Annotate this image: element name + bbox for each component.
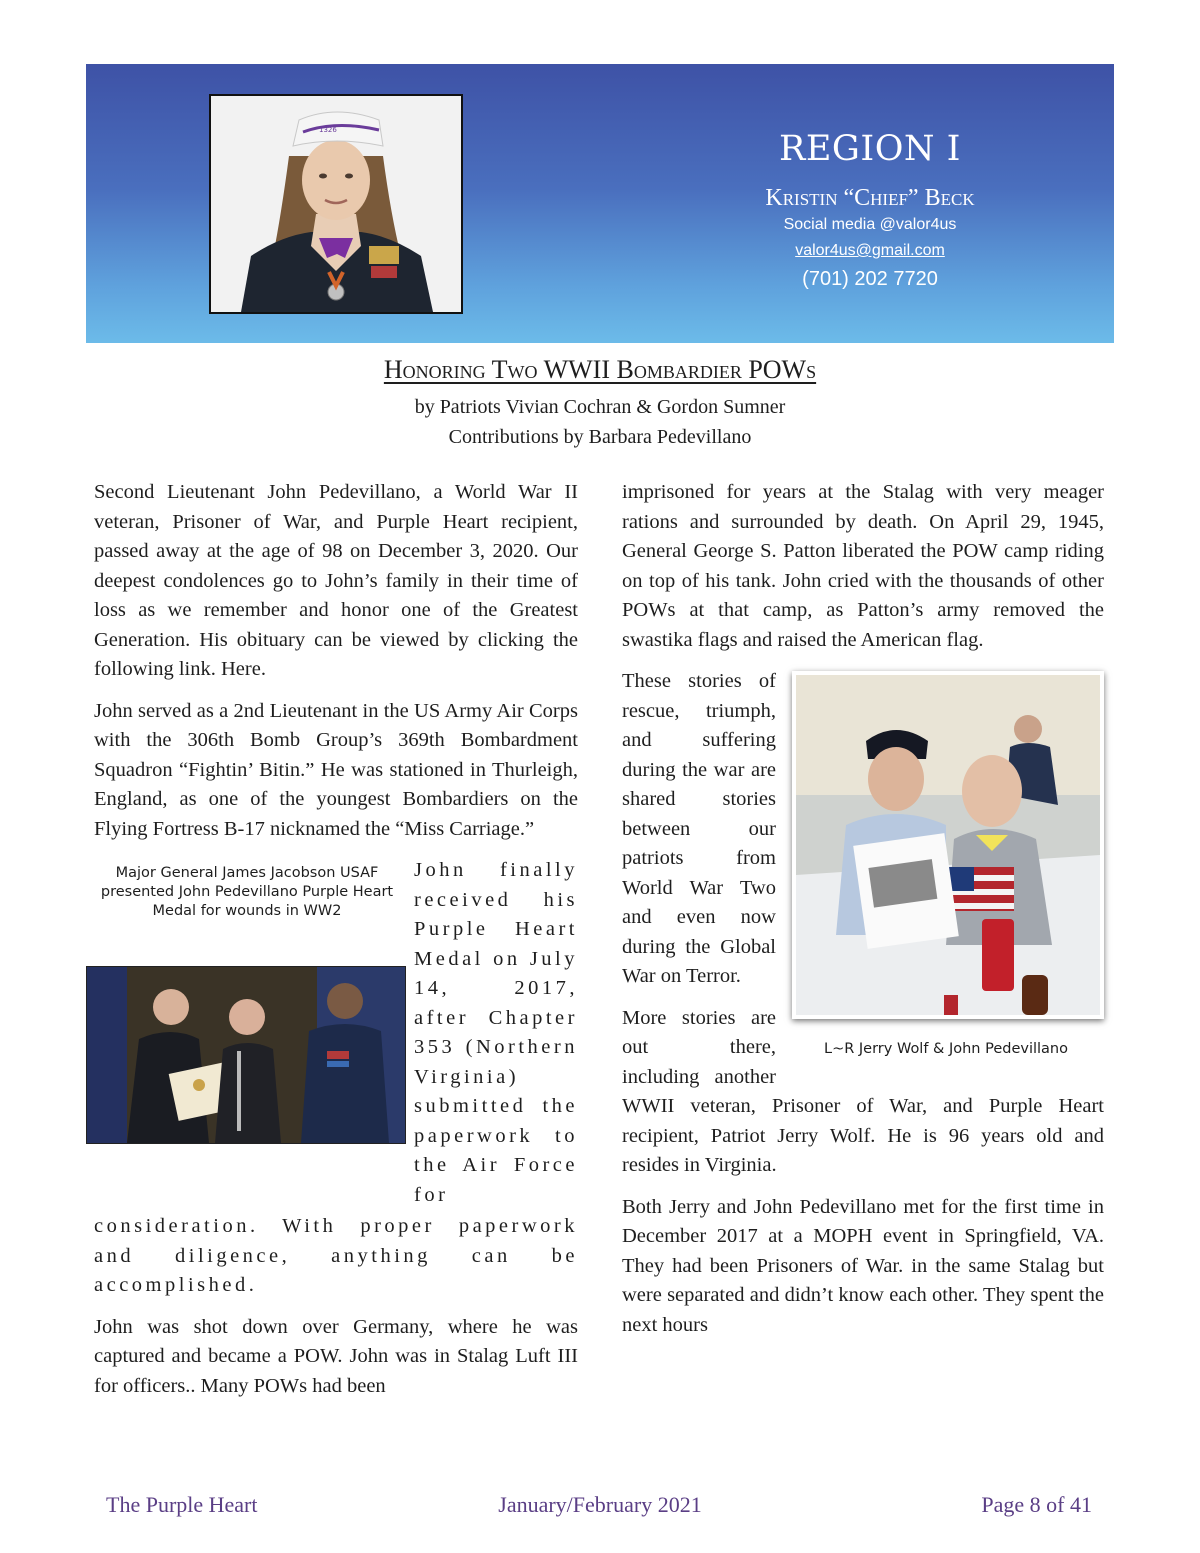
portrait-illustration <box>211 96 461 312</box>
footer-issue: January/February 2021 <box>498 1492 702 1517</box>
veterans-photo <box>792 671 1104 1019</box>
award-photo-caption: Major General James Jacobson USAF presented John Pedevillano Purple Heart Medal for wounds in WW2 <box>100 865 394 919</box>
cap-number: 1326 <box>319 126 337 134</box>
paragraph-liberation: imprisoned for years at the Stalag with very meager rations and surrounded by death. On April 29, 1945, General George S. Patton liberated the POW camp riding on top of his tank. John cried with the thousands of other POWs at that camp, as Patton’s army removed the swastika flags and raised the American flag. <box>622 481 1104 651</box>
paragraph-purple-heart-text: John finally received his Purple Heart Medal on July 14, 2017, after Chapter 353 (Northern Virginia) submitted the paperwork to the Air Force for consideration. With proper paperwork and diligence, anything can be accomplished. <box>94 859 578 1296</box>
portrait-photo <box>209 94 463 314</box>
veterans-figure <box>788 671 1104 1083</box>
award-ceremony-illustration <box>87 967 405 1143</box>
article-title: Honoring Two WWII Bombardier POWs <box>383 355 817 384</box>
region-title: REGION I <box>779 129 961 169</box>
left-column <box>94 478 578 1413</box>
phone-number: (701) 202 7720 <box>802 268 938 290</box>
leader-name: Kristin “Chief” Beck <box>765 185 975 211</box>
paragraph-stories: These stories of rescue, triumph, and suffering during the war are shared stories between our patriots from World War Two and even now during the Global War on Terror. <box>622 670 776 987</box>
veterans-photo-caption: L~R Jerry Wolf & John Pedevillano <box>823 1041 1068 1057</box>
paragraph-meeting: Both Jerry and John Pedevillano met for the first time in December 2017 at a MOPH event in Springfield, VA. They had been Prisoners of War. in the same Stalag but were separated and didn’t know each other. They spent the next hours <box>622 1195 1104 1336</box>
region-contact-block <box>690 120 1050 292</box>
paragraph-obituary: Second Lieutenant John Pedevillano, a World War II veteran, Prisoner of War, and Purple Heart recipient, passed away at the age of 98 on December 3, 2020. Our deepest condolences go to John’s family in their time of loss as we remember and honor one of the Greatest Generation. His obituary can be viewed by clicking the following link. Here. <box>94 481 578 680</box>
email-link[interactable]: valor4us@gmail.com <box>795 242 945 259</box>
contributions: Contributions by Barbara Pedevillano <box>448 426 752 448</box>
footer-page-number: Page 8 of 41 <box>981 1492 1092 1517</box>
article-byline <box>0 392 1200 452</box>
paragraph-service: John served as a 2nd Lieutenant in the US Army Air Corps with the 306th Bomb Group’s 369th Bombardment Squadron “Fightin’ Bitin.” He was stationed in Thurleigh, England, as one of the youngest Bombardiers on the Flying Fortress B-17 nicknamed the “Miss Carriage.” <box>94 699 578 840</box>
award-ceremony-photo <box>86 966 406 1144</box>
veterans-illustration <box>796 675 1100 1015</box>
paragraph-jerry-wolf: More stories are out there, including another WWII veteran, Prisoner of War, and Purple Heart recipient, Patriot Jerry Wolf. He is 96 years old and resides in Virginia. <box>622 1006 1104 1176</box>
right-column <box>622 478 1104 1352</box>
authors: by Patriots Vivian Cochran & Gordon Sumner <box>414 396 786 418</box>
award-figure <box>86 856 408 1212</box>
footer-publication: The Purple Heart <box>106 1492 258 1517</box>
paragraph-captured: John was shot down over Germany, where he was captured and became a POW. John was in Stalag Luft III for officers.. Many POWs had been <box>94 1315 578 1397</box>
social-media-handle: Social media @valor4us <box>783 216 957 233</box>
